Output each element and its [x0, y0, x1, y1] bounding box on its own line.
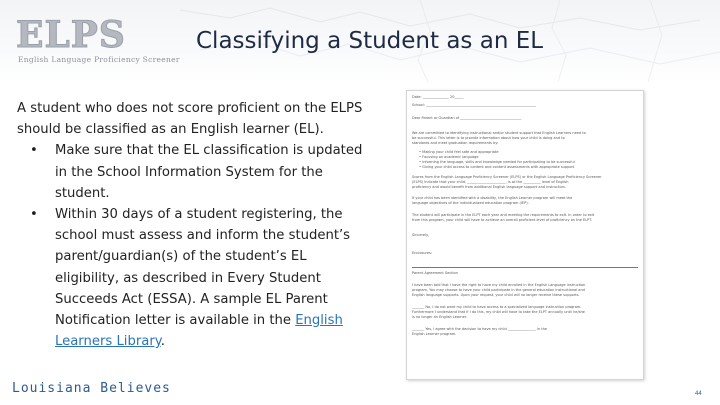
doc-line: standards and meet graduation requirements by: [412, 141, 499, 145]
doc-line: • Making your child feel safe and appropriate [419, 150, 499, 154]
doc-line: School: _______________________________________________________________ [412, 103, 537, 107]
english-learners-library-link[interactable]: English Learners Library [55, 313, 343, 350]
doc-line: Date: _______________ 20_____ [412, 95, 464, 99]
doc-line: proficiency and would benefit from additional English language support and instruction. [412, 185, 566, 189]
doc-line: is no longer an English Learner. [412, 315, 468, 319]
doc-line: language objectives of the individualized education program (IEP). [412, 201, 529, 205]
body-text [17, 98, 367, 352]
bullet-text-end: . [160, 334, 165, 350]
doc-line: I have been told that I have the right to have my child enrolled in the English Language instruction [412, 283, 586, 287]
doc-line: from this program, your child will have to achieve an overall proficient level of proficiency on the ELPT. [412, 218, 593, 222]
bullet-item-classification [17, 140, 367, 204]
doc-line: Parent Agreement Section [412, 271, 458, 275]
doc-line: • Informing the language, skills and knowledge needed for participating to be successful [419, 160, 575, 164]
bullet-marker: • [30, 143, 38, 159]
doc-line: Dear Parent or Guardian of ___________________________________ [412, 116, 522, 120]
doc-line: _______ No, I do not want my child to have access to a specialized language instruction program. [412, 305, 582, 309]
doc-line: program. You may choose to have your child participate in the general education instructional and [412, 288, 585, 292]
doc-line: (ELPS) indicate that your child, ______________________, is at the __________ level of English [412, 180, 569, 184]
logo-wordmark: ELPS [16, 14, 126, 56]
slide-title: Classifying a Student as an EL [196, 28, 544, 54]
bullet-text: Make sure that the EL classification is updated in the School Information System for the student. [55, 143, 363, 201]
bullet-item-notification [17, 204, 367, 352]
parent-notification-letter-thumbnail [406, 90, 644, 380]
bullet-list [17, 140, 367, 352]
doc-line: The student will participate in the ELPT each year and meeting the requirements to exit. In order to exit [412, 213, 595, 217]
doc-line: Sincerely, [412, 233, 430, 237]
doc-line: • Focusing on academic language [419, 155, 479, 159]
intro-paragraph: A student who does not score proficient on the ELPS should be classified as an English learner (EL). [17, 101, 363, 138]
doc-line: If your child has been identified with a disability, the English Learner program will meet the [412, 196, 573, 200]
bullet-marker: • [30, 207, 38, 223]
doc-line: Furthermore I understand that if I do this, my child will have to take the ELPT annually until he/she [412, 310, 585, 314]
elps-logo [16, 14, 180, 66]
page-number: 44 [695, 391, 702, 397]
doc-line: Enclosures: [412, 251, 433, 255]
doc-line: Scores from the English Language Proficiency Screener (ELPS) or the English Language Proficiency Screener [412, 175, 602, 179]
footer-tagline: Louisiana Believes [12, 381, 171, 396]
bullet-text: Within 30 days of a student registering, the school must assess and inform the student’s parent/guardian(s) of the student’s EL eligibility, as described in Every Student Succeeds Act (ESSA). A sample EL Parent Notification letter is available in the [55, 207, 351, 329]
doc-line: English language supports. Upon your request, your child will no longer receive these supports. [412, 293, 580, 297]
doc-line: English Learner program. [412, 332, 457, 336]
doc-line: _______ Yes, I agree with the decision to have my child ________________ in the [412, 327, 547, 331]
doc-line: be successful. This letter is to provide information about how your child is doing and to [412, 136, 565, 140]
doc-line: • Giving your child access to content and content assessments with appropriate support [419, 165, 575, 169]
logo-subtitle: English Language Proficiency Screener [18, 55, 180, 64]
doc-line: We are committed to identifying instructional and/or student support that English Learners need to [412, 131, 586, 135]
doc-divider [412, 267, 638, 268]
